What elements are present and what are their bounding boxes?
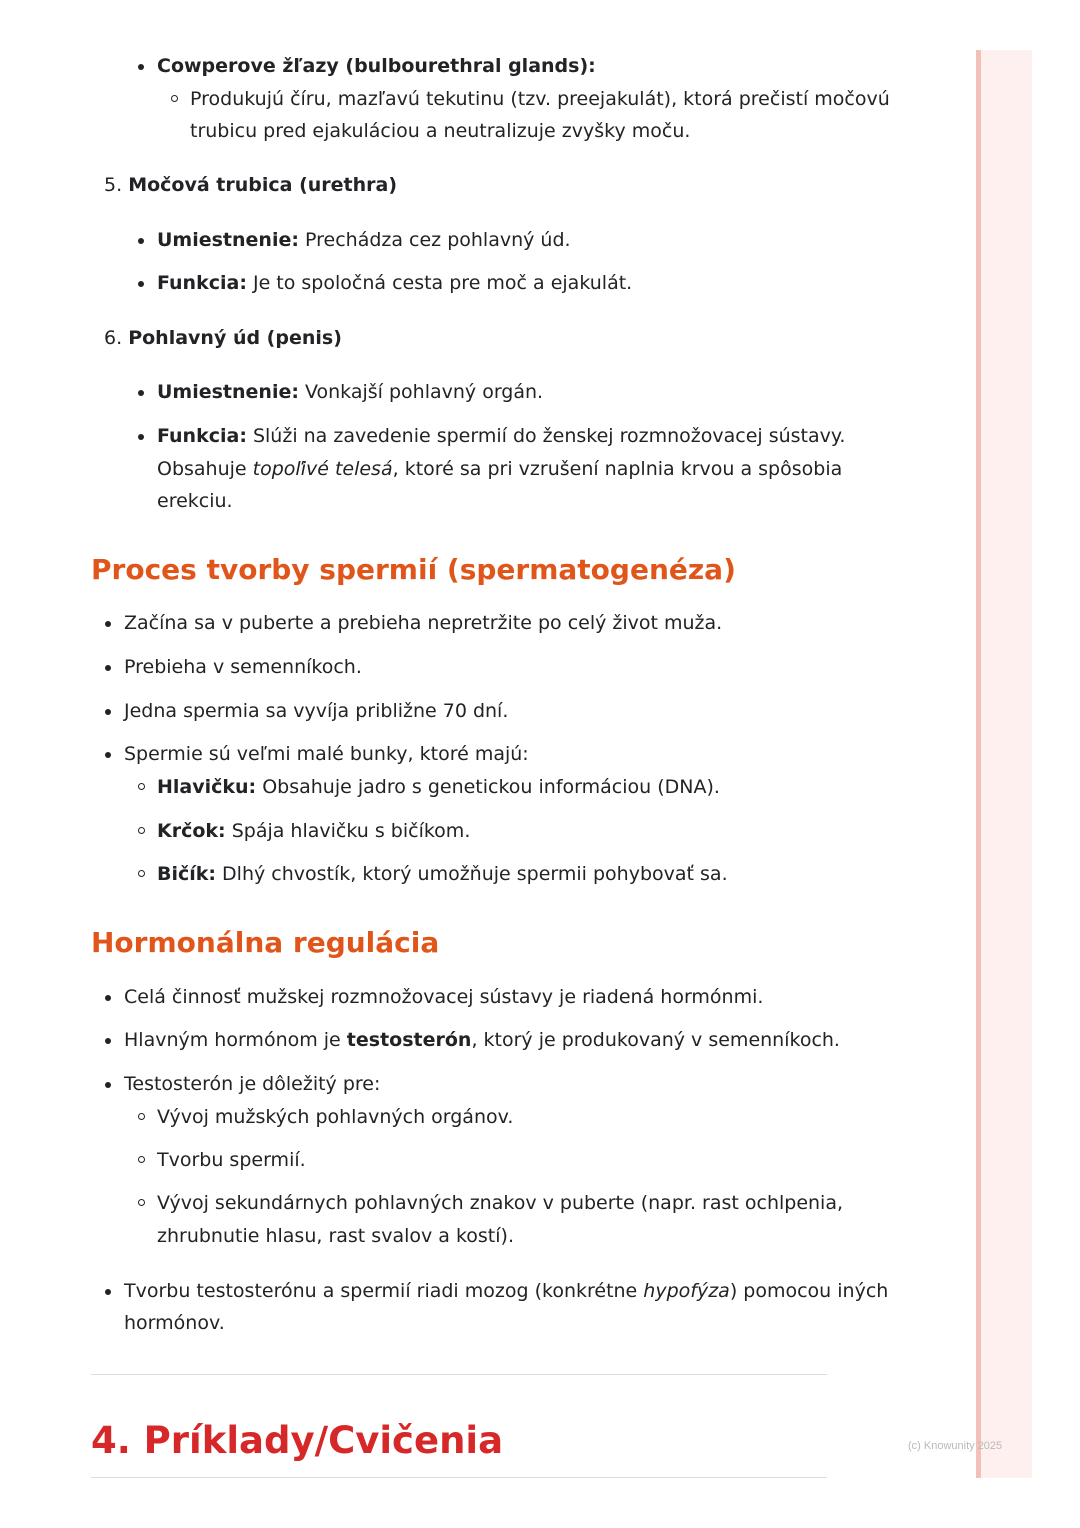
hormonal-sub-3: [157, 1187, 843, 1220]
watermark: (c) Knowunity 2025: [908, 1440, 1003, 1452]
urethra-function: [157, 267, 632, 300]
sperm-item-1: [124, 607, 722, 640]
penis-function-cont: [157, 453, 842, 486]
sperm-part-neck: [157, 815, 470, 848]
sperm-item-3: [124, 695, 508, 728]
cowper-title: Cowperove žľazy (bulbourethral glands):: [157, 55, 596, 77]
penis-function: [157, 420, 845, 453]
penis-loc-text: Vonkajší pohlavný orgán.: [298, 381, 544, 403]
hormonal-item-4a: Tvorbu testosterónu a spermií riadi mozog (konkrétne: [124, 1280, 644, 1302]
hormonal-item-1-text: Celá činnosť mužskej rozmnožovacej sústavy je riadená hormónmi.: [124, 986, 764, 1008]
hormonal-item-2: [124, 1024, 840, 1057]
hormonal-item-1: [124, 981, 763, 1014]
urethra-title: Močová trubica (urethra): [128, 174, 398, 196]
sperm-part-head-text: Obsahuje jadro s genetickou informáciou (DNA).: [256, 776, 720, 798]
penis-func-text2b: , ktoré sa pri vzrušení naplnia krvou a spôsobia: [392, 458, 843, 480]
urethra-func-text: Je to spoločná cesta pre moč a ejakulát.: [246, 272, 633, 294]
sperm-item-2-text: Prebieha v semenníkoch.: [124, 656, 362, 678]
urethra-number: 5.: [104, 174, 123, 196]
hormonal-sub-1-text: Vývoj mužských pohlavných orgánov.: [157, 1106, 514, 1128]
sperm-item-4-text: Spermie sú veľmi malé bunky, ktoré majú:: [124, 743, 529, 765]
sperm-item-3-text: Jedna spermia sa vyvíja približne 70 dní.: [124, 700, 509, 722]
cowper-desc-line1: Produkujú číru, mazľavú tekutinu (tzv. preejakulát), ktorá prečistí močovú: [190, 88, 890, 110]
hormonal-item-4-italic: hypofýza: [643, 1280, 730, 1302]
hormonal-sub-2: [157, 1144, 306, 1177]
hormonal-sub-1: [157, 1101, 513, 1134]
penis-function-end: [157, 485, 233, 518]
hormonal-item-2-bold: testosterón: [346, 1029, 472, 1051]
penis-location: [157, 376, 543, 409]
hormonal-item-4-cont: [124, 1307, 225, 1340]
penis-number: 6.: [104, 327, 123, 349]
spermatogenesis-heading: Proces tvorby spermií (spermatogenéza): [91, 553, 736, 586]
hormonal-item-3-text: Testosterón je dôležitý pre:: [124, 1073, 381, 1095]
sperm-part-tail: [157, 858, 728, 891]
section-divider-top: [91, 1374, 827, 1375]
penis-func-italic: topoľivé telesá: [252, 458, 393, 480]
cowper-desc-cont: [190, 115, 690, 148]
urethra-func-label: Funkcia:: [157, 272, 247, 294]
hormonal-sub-2-text: Tvorbu spermií.: [157, 1149, 306, 1171]
hormonal-item-4: [124, 1275, 888, 1308]
penis-func-text3: erekciu.: [157, 490, 233, 512]
cowper-item: [157, 50, 596, 83]
sperm-item-1-text: Začína sa v puberte a prebieha nepretržite po celý život muža.: [124, 612, 723, 634]
sperm-item-2: [124, 651, 362, 684]
hormonal-item-4b: ) pomocou iných: [729, 1280, 889, 1302]
sperm-part-neck-text: Spája hlavičku s bičíkom.: [225, 820, 471, 842]
margin-strip: [976, 50, 1032, 1478]
penis-func-text2a: Obsahuje: [157, 458, 253, 480]
hormonal-heading: Hormonálna regulácia: [91, 926, 440, 959]
penis-heading: [104, 322, 342, 355]
sperm-part-head: [157, 771, 720, 804]
hormonal-item-2a: Hlavným hormónom je: [124, 1029, 347, 1051]
penis-loc-label: Umiestnenie:: [157, 381, 299, 403]
penis-title: Pohlavný úd (penis): [128, 327, 342, 349]
margin-line: [976, 50, 981, 1478]
penis-func-text1: Slúži na zavedenie spermií do ženskej rozmnožovacej sústavy.: [246, 425, 846, 447]
cowper-desc-line2: trubicu pred ejakuláciou a neutralizuje zvyšky moču.: [190, 120, 691, 142]
sperm-part-tail-label: Bičík:: [157, 863, 217, 885]
section-divider-bottom: [91, 1477, 827, 1478]
sperm-item-4: [124, 738, 529, 771]
urethra-location: [157, 224, 571, 257]
hormonal-sub-3-line2: zhrubnutie hlasu, rast svalov a kostí).: [157, 1225, 514, 1247]
hormonal-sub-3-cont: [157, 1220, 514, 1253]
hormonal-sub-3-line1: Vývoj sekundárnych pohlavných znakov v puberte (napr. rast ochlpenia,: [157, 1192, 844, 1214]
section-4-heading: 4. Príklady/Cvičenia: [91, 1419, 504, 1462]
hormonal-item-3: [124, 1068, 380, 1101]
hormonal-item-4-line2: hormónov.: [124, 1312, 225, 1334]
cowper-desc: [190, 83, 890, 116]
urethra-heading: [104, 169, 397, 202]
penis-func-label: Funkcia:: [157, 425, 247, 447]
hormonal-item-2b: , ktorý je produkovaný v semenníkoch.: [471, 1029, 840, 1051]
sperm-part-head-label: Hlavičku:: [157, 776, 257, 798]
urethra-loc-text: Prechádza cez pohlavný úd.: [298, 229, 571, 251]
sperm-part-tail-text: Dlhý chvostík, ktorý umožňuje spermii pohybovať sa.: [216, 863, 728, 885]
urethra-loc-label: Umiestnenie:: [157, 229, 299, 251]
sperm-part-neck-label: Krčok:: [157, 820, 226, 842]
